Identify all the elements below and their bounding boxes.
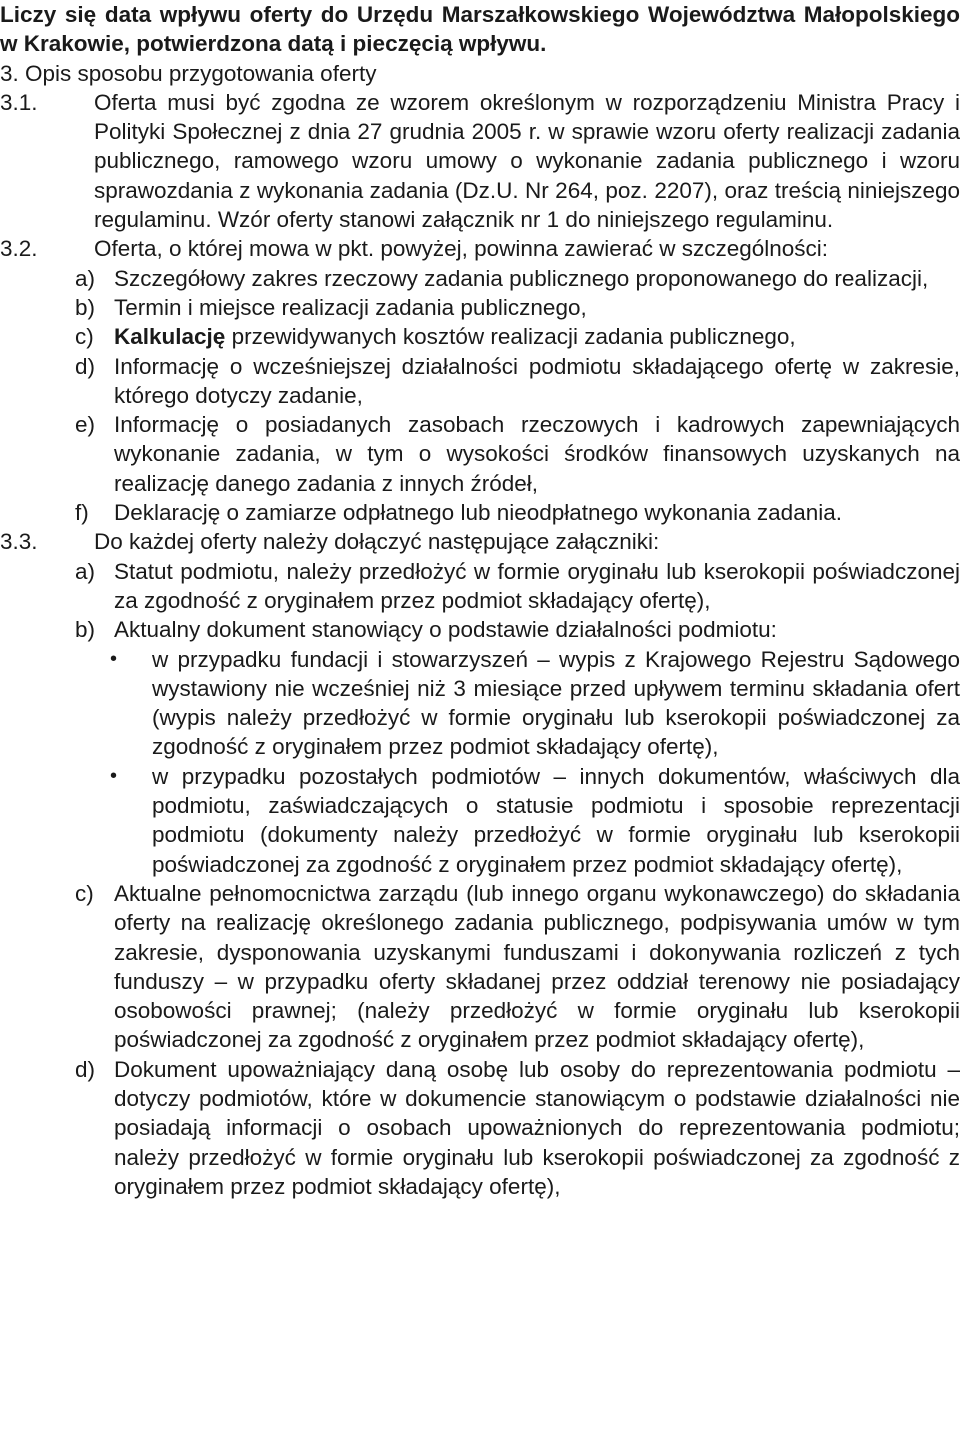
list-item-3-2-c xyxy=(0,322,960,351)
section-3-3-text: Do każdej oferty należy dołączyć następujące załączniki: xyxy=(94,529,660,555)
list-item-3-2-f xyxy=(0,498,960,527)
list-item-3-3-b xyxy=(0,615,960,644)
list-item-text: Informację o posiadanych zasobach rzeczowych i kadrowych zapewniających wykonanie zadania, w tym o wysokości środków finansowych uzyskanych na realizację danego zadania z innych źródeł, xyxy=(114,412,960,496)
list-item-label: a) xyxy=(75,558,96,584)
section-3-1-text: Oferta musi być zgodna ze wzorem określonym w rozporządzeniu Ministra Pracy i Polityki Społecznej z dnia 27 grudnia 2005 r. w sprawie wzoru oferty realizacji zadania publicznego, ramowego wzoru umowy o wykonanie zadania publicznego i wzoru sprawozdania z wykonania zadania (Dz.U. Nr 264, poz. 2207), oraz treścią niniejszego regulaminu. Wzór oferty stanowi załącznik nr 1 do niniejszego regulaminu. xyxy=(94,89,960,233)
bullet-icon: • xyxy=(110,764,118,787)
list-item-label: b) xyxy=(75,617,96,643)
section-3-3-number: 3.3. xyxy=(0,529,38,555)
bullet-item-text: w przypadku pozostałych podmiotów – innych dokumentów, właściwych dla podmiotu, zaświadczających o statusie podmiotu i sposobie reprezentacji podmiotu (dokumenty należy przedłożyć w formie oryginału lub kserokopii poświadczonej za zgodność z oryginałem przez podmiot składający ofertę), xyxy=(152,763,960,877)
list-item-bold-term: Kalkulację xyxy=(114,324,226,350)
bullet-icon: • xyxy=(110,647,118,670)
list-item-3-3-c xyxy=(0,879,960,1055)
list-item-text: Deklarację o zamiarze odpłatnego lub nieodpłatnego wykonania zadania. xyxy=(114,500,842,526)
list-item-3-2-e xyxy=(0,410,960,498)
list-item-text: Aktualny dokument stanowiący o podstawie działalności podmiotu: xyxy=(114,617,777,643)
list-item-label: e) xyxy=(75,412,96,438)
section-3-2 xyxy=(0,234,960,263)
list-item-text: przewidywanych kosztów realizacji zadania publicznego, xyxy=(225,324,796,350)
list-item-label: d) xyxy=(75,353,96,379)
list-item-label: c) xyxy=(75,880,94,906)
list-item-label: c) xyxy=(75,324,94,350)
section-3-2-number: 3.2. xyxy=(0,236,38,262)
list-item-3-3-d xyxy=(0,1055,960,1201)
list-item-3-3-a xyxy=(0,557,960,616)
section-3-title: 3. Opis sposobu przygotowania oferty xyxy=(0,60,377,86)
intro-paragraph: Liczy się data wpływu oferty do Urzędu Marszałkowskiego Województwa Małopolskiego w Krakowie, potwierdzona datą i pieczęcią wpływu. xyxy=(0,2,960,57)
list-item-label: b) xyxy=(75,294,96,320)
section-3-1 xyxy=(0,88,960,234)
bullet-item-text: w przypadku fundacji i stowarzyszeń – wypis z Krajowego Rejestru Sądowego wystawiony nie wcześniej niż 3 miesiące przed upływem terminu składania ofert (wypis należy przedłożyć w formie oryginału lub kserokopii poświadczonej za zgodność z oryginałem przez podmiot składający ofertę), xyxy=(152,646,960,760)
list-item-text: Informację o wcześniejszej działalności podmiotu składającego ofertę w zakresie, którego dotyczy zadanie, xyxy=(114,353,960,408)
list-item-label: f) xyxy=(75,500,89,526)
section-3-1-number: 3.1. xyxy=(0,89,38,115)
list-item-label: a) xyxy=(75,265,96,291)
list-item-3-2-b xyxy=(0,293,960,322)
section-3-2-text: Oferta, o której mowa w pkt. powyżej, powinna zawierać w szczególności: xyxy=(94,236,829,262)
list-item-text: Aktualne pełnomocnictwa zarządu (lub innego organu wykonawczego) do składania oferty na realizację określonego zadania publicznego, podpisywania umów w tym zakresie, dysponowania uzyskanymi funduszami i dokonywania rozliczeń z tych funduszy – w przypadku oferty składanej przez oddział terenowy nie posiadający osobowości prawnej; (należy przedłożyć w formie oryginału lub kserokopii poświadczonej za zgodność z oryginałem przez podmiot składający ofertę), xyxy=(114,880,960,1053)
list-item-label: d) xyxy=(75,1056,96,1082)
list-item-text: Termin i miejsce realizacji zadania publicznego, xyxy=(114,294,587,320)
list-item-text: Statut podmiotu, należy przedłożyć w formie oryginału lub kserokopii poświadczonej za zgodność z oryginałem przez podmiot składający ofertę), xyxy=(114,558,960,613)
bullet-item-1 xyxy=(0,645,960,762)
list-item-3-2-a xyxy=(0,264,960,293)
list-item-text: Szczegółowy zakres rzeczowy zadania publicznego proponowanego do realizacji, xyxy=(114,265,929,291)
bullet-item-2 xyxy=(0,762,960,879)
section-3-3 xyxy=(0,527,960,556)
list-item-3-2-d xyxy=(0,352,960,411)
list-item-text: Dokument upoważniający daną osobę lub osoby do reprezentowania podmiotu – dotyczy podmiotów, które w dokumencie stanowiącym o podstawie działalności nie posiadają informacji o osobach upoważnionych do reprezentowania podmiotu; należy przedłożyć w formie oryginału lub kserokopii poświadczonej za zgodność z oryginałem przez podmiot składający ofertę), xyxy=(114,1056,960,1199)
